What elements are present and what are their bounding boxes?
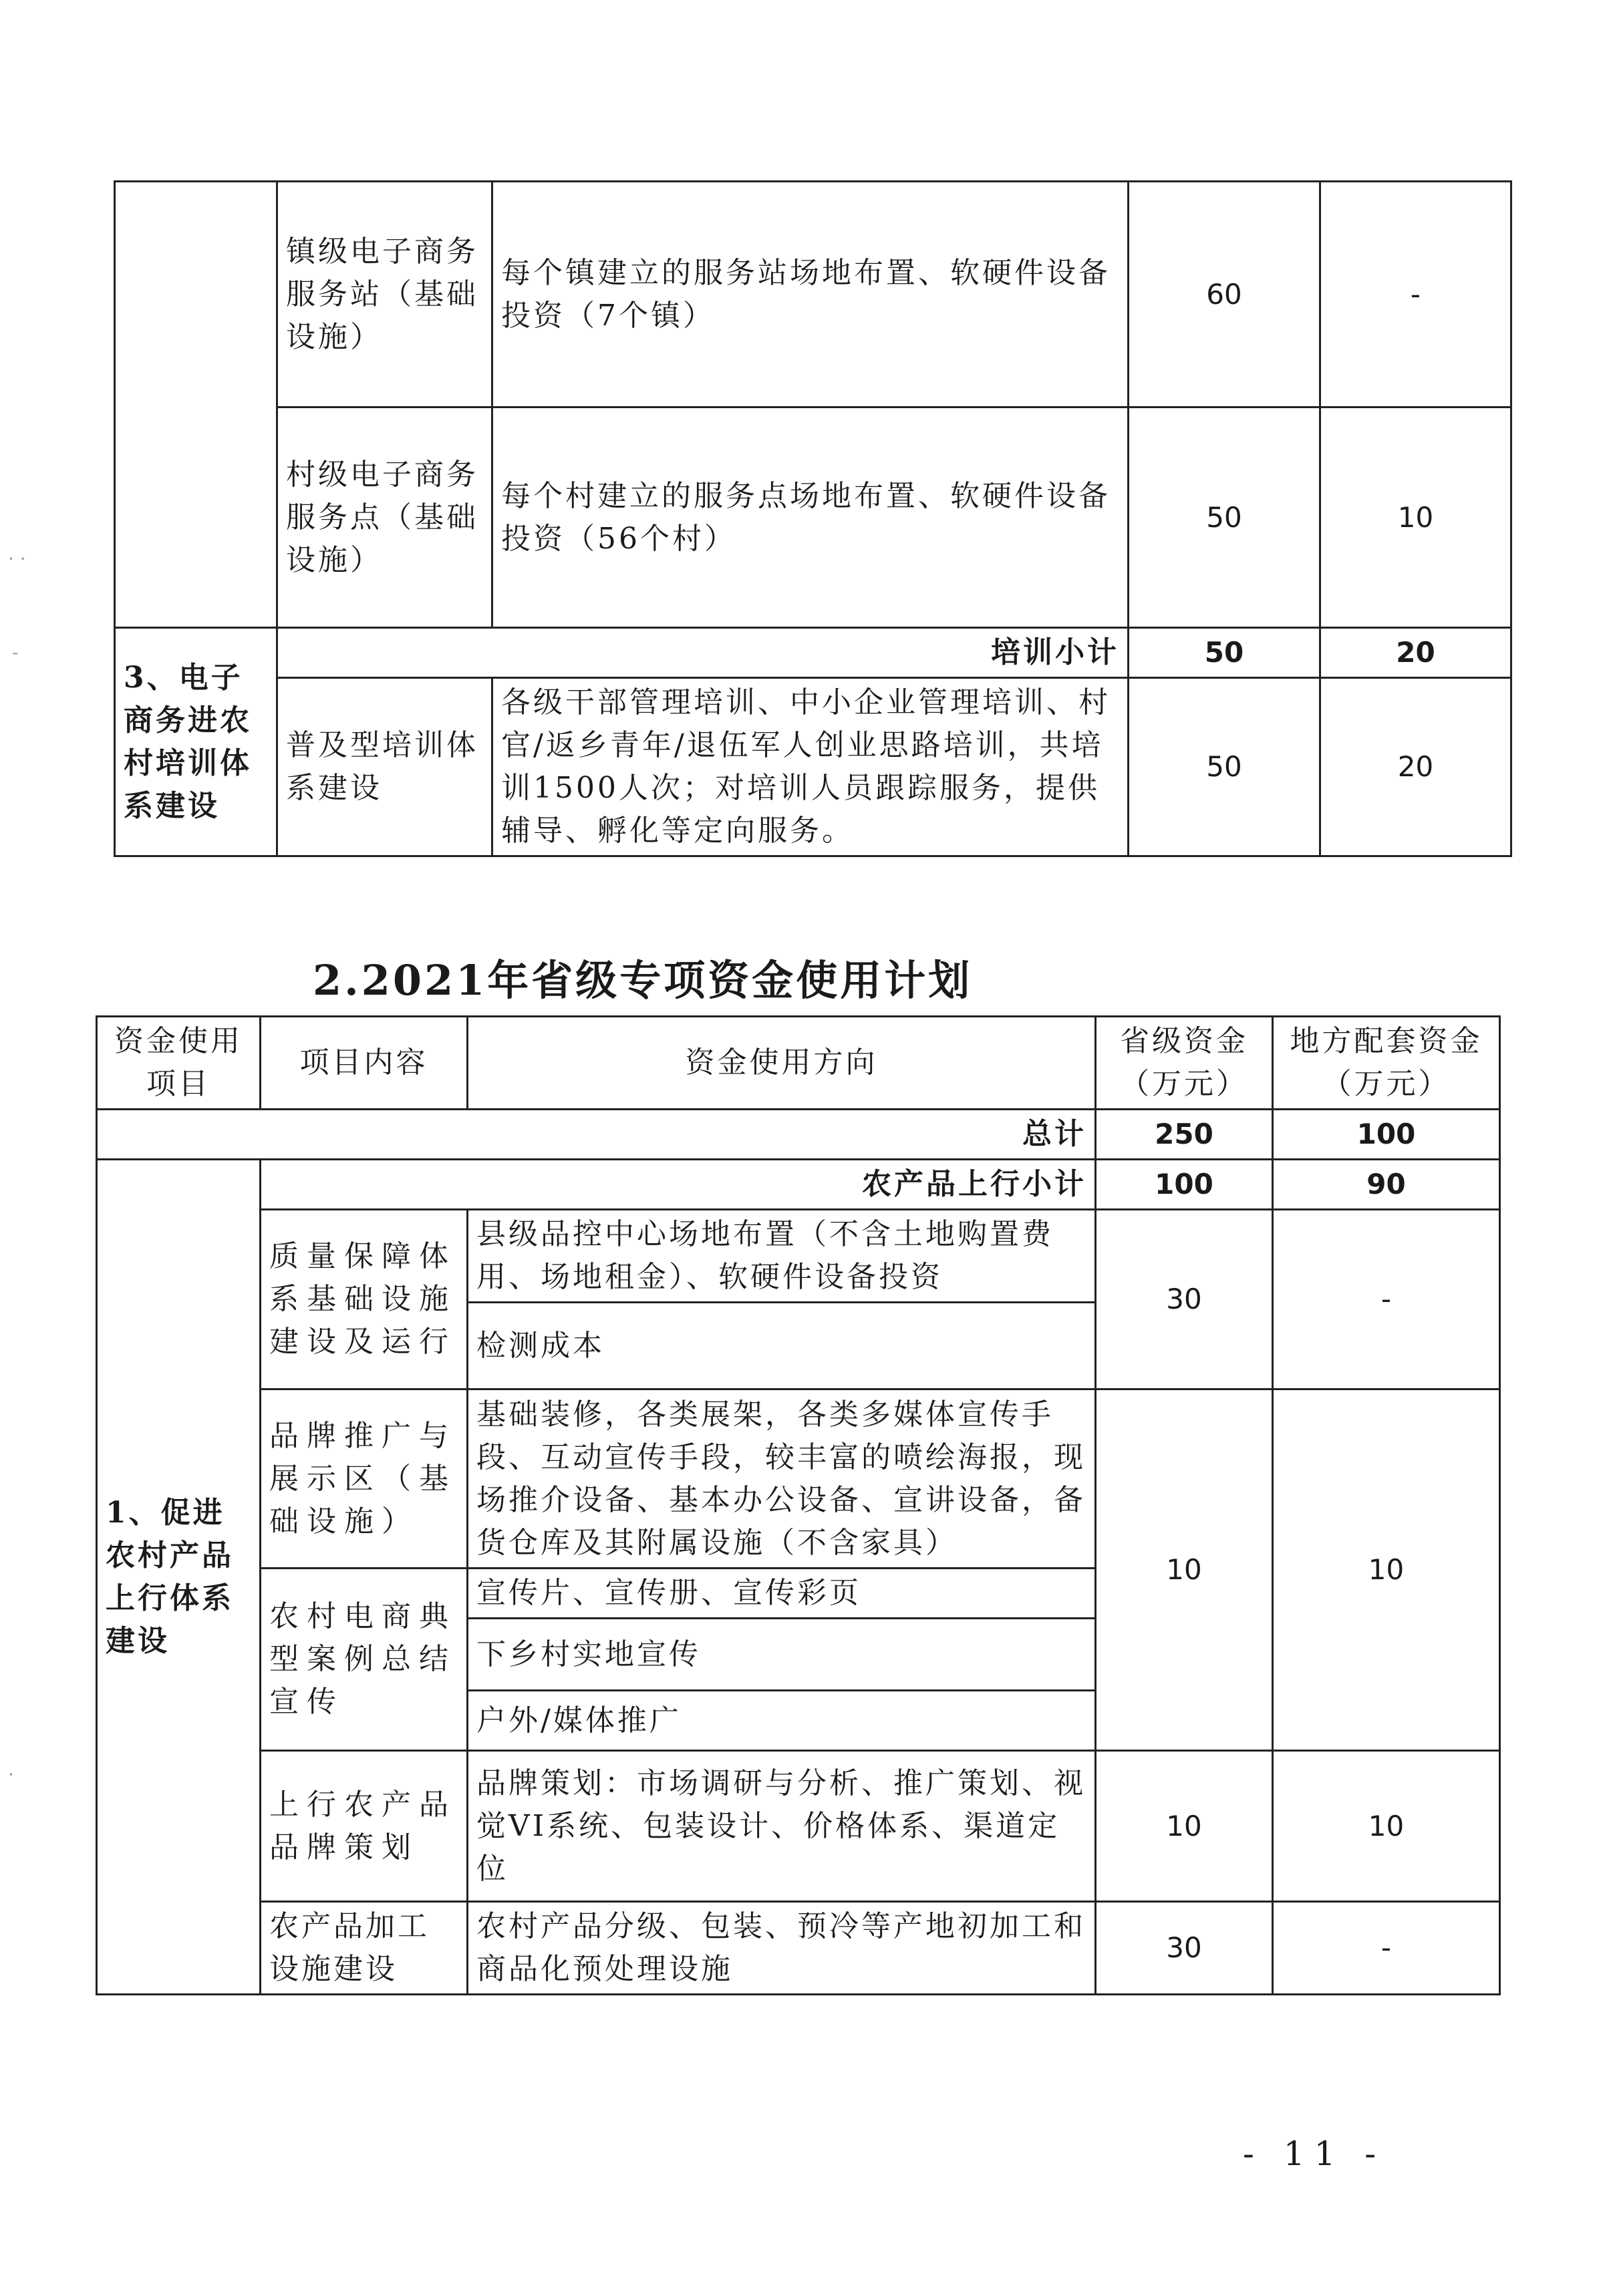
scan-mark: - [12, 641, 19, 663]
item-cell: 质量保障体系基础设施建设及运行 [261, 1210, 468, 1389]
total-label-cell: 总计 [97, 1110, 1096, 1160]
direction-cell: 宣传片、宣传册、宣传彩页 [468, 1569, 1096, 1619]
item-cell: 品牌推广与展示区（基础设施） [261, 1389, 468, 1569]
local-cell: 10 [1320, 407, 1511, 628]
subtotal-label-cell: 培训小计 [277, 628, 1129, 678]
item-cell: 普及型培训体系建设 [277, 678, 492, 856]
local-cell: 20 [1320, 678, 1511, 856]
local-cell: - [1273, 1210, 1500, 1389]
direction-cell: 每个村建立的服务点场地布置、软硬件设备投资（56个村） [492, 407, 1129, 628]
subtotal-label-cell: 农产品上行小计 [261, 1160, 1096, 1210]
total-local-cell: 100 [1273, 1110, 1500, 1160]
direction-cell: 品牌策划：市场调研与分析、推广策划、视觉VI系统、包装设计、价格体系、渠道定位 [468, 1751, 1096, 1902]
table-row [97, 1210, 1500, 1303]
page-number: - 11 - [1243, 2134, 1386, 2173]
scan-mark: · · [8, 548, 26, 570]
total-provincial-cell: 250 [1096, 1110, 1273, 1160]
subtotal-row [115, 628, 1511, 678]
local-cell: 10 [1273, 1751, 1500, 1902]
provincial-cell: 30 [1096, 1902, 1273, 1995]
table-row [97, 1751, 1500, 1902]
direction-cell: 检测成本 [468, 1303, 1096, 1389]
direction-cell: 下乡村实地宣传 [468, 1619, 1096, 1691]
direction-cell: 户外/媒体推广 [468, 1691, 1096, 1751]
header-direction: 资金使用方向 [468, 1017, 1096, 1110]
direction-cell: 农村产品分级、包装、预冷等产地初加工和商品化预处理设施 [468, 1902, 1096, 1995]
direction-cell: 县级品控中心场地布置（不含土地购置费用、场地租金）、软硬件设备投资 [468, 1210, 1096, 1303]
funding-plan-table [96, 1015, 1501, 1995]
provincial-cell: 60 [1129, 182, 1320, 407]
subtotal-row [97, 1160, 1500, 1210]
item-cell: 农产品加工设施建设 [261, 1902, 468, 1995]
provincial-cell: 30 [1096, 1210, 1273, 1389]
table-row [97, 1902, 1500, 1995]
empty-cell [115, 182, 277, 628]
table-continuation [114, 180, 1512, 857]
header-fund-item: 资金使用项目 [97, 1017, 261, 1110]
section-title: 2.2021年省级专项资金使用计划 [313, 956, 973, 1005]
item-cell: 上行农产品品牌策划 [261, 1751, 468, 1902]
subtotal-provincial-cell: 100 [1096, 1160, 1273, 1210]
local-cell: 10 [1273, 1389, 1500, 1751]
item-cell: 镇级电子商务服务站（基础设施） [277, 182, 492, 407]
table-row [115, 407, 1511, 628]
provincial-cell: 10 [1096, 1751, 1273, 1902]
header-row [97, 1017, 1500, 1110]
header-content: 项目内容 [261, 1017, 468, 1110]
local-cell: - [1273, 1902, 1500, 1995]
section-label-cell: 3、电子商务进农村培训体系建设 [115, 628, 277, 856]
header-provincial: 省级资金（万元） [1096, 1017, 1273, 1110]
subtotal-provincial-cell: 50 [1129, 628, 1320, 678]
subtotal-local-cell: 90 [1273, 1160, 1500, 1210]
direction-cell: 各级干部管理培训、中小企业管理培训、村官/返乡青年/退伍军人创业思路培训，共培训1500人次；对培训人员跟踪服务，提供辅导、孵化等定向服务。 [492, 678, 1129, 856]
provincial-cell: 50 [1129, 678, 1320, 856]
item-cell: 农村电商典型案例总结宣传 [261, 1569, 468, 1751]
provincial-cell: 10 [1096, 1389, 1273, 1751]
table-row [115, 182, 1511, 407]
table-row [97, 1389, 1500, 1569]
total-row [97, 1110, 1500, 1160]
direction-cell: 每个镇建立的服务站场地布置、软硬件设备投资（7个镇） [492, 182, 1129, 407]
table-row [115, 678, 1511, 856]
section-label-cell: 1、促进农村产品上行体系建设 [97, 1160, 261, 1995]
scan-mark: · [8, 1764, 14, 1786]
subtotal-local-cell: 20 [1320, 628, 1511, 678]
item-cell: 村级电子商务服务点（基础设施） [277, 407, 492, 628]
direction-cell: 基础装修，各类展架，各类多媒体宣传手段、互动宣传手段，较丰富的喷绘海报，现场推介设备、基本办公设备、宣讲设备，备货仓库及其附属设施（不含家具） [468, 1389, 1096, 1569]
header-local: 地方配套资金（万元） [1273, 1017, 1500, 1110]
local-cell: - [1320, 182, 1511, 407]
provincial-cell: 50 [1129, 407, 1320, 628]
